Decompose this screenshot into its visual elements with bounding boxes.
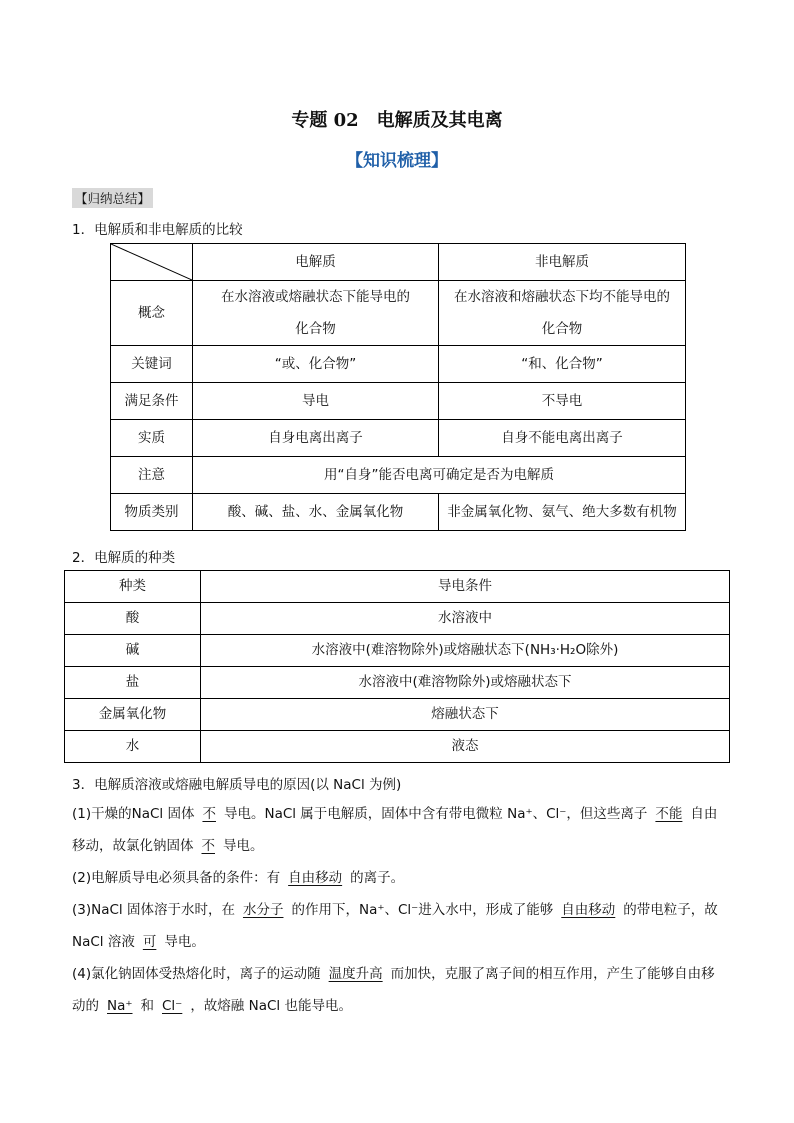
row-label: 金属氧化物	[65, 699, 201, 731]
table-cell: 液态	[201, 731, 730, 763]
table-cell: 在水溶液或熔融状态下能导电的 化合物	[193, 281, 439, 346]
table-cell: 非金属氧化物、氨气、绝大多数有机物	[439, 494, 686, 531]
row-label: 物质类别	[111, 494, 193, 531]
table-cell: 不导电	[439, 383, 686, 420]
paragraph-1: (1)干燥的NaCl 固体 不 导电。NaCl 属于电解质，固体中含有带电微粒 Na⁺、Cl⁻，但这些离子 不能 自由移动，故氯化钠固体 不 导电。	[72, 806, 718, 854]
heading-1: 1．电解质和非电解质的比较	[72, 222, 243, 238]
answer-blank: 不能	[655, 806, 683, 822]
diagonal-header-cell	[111, 244, 193, 281]
table-cell: “和、化合物”	[439, 346, 686, 383]
merged-cell: 用“自身”能否电离可确定是否为电解质	[193, 457, 686, 494]
header-electrolyte: 电解质	[193, 244, 439, 281]
row-label: 水	[65, 731, 201, 763]
answer-blank: 不	[201, 838, 215, 854]
row-label: 实质	[111, 420, 193, 457]
table-cell: 在水溶液和熔融状态下均不能导电的 化合物	[439, 281, 686, 346]
electrolyte-types-table	[64, 570, 730, 763]
header-condition: 导电条件	[201, 571, 730, 603]
answer-blank: 水分子	[242, 902, 284, 918]
paragraph-4: (4)氯化钠固体受热熔化时，离子的运动随 温度升高 而加快，克服了离子间的相互作用，产生了能够自由移动的 Na⁺ 和 Cl⁻ ，故熔融 NaCl 也能导电。	[72, 966, 715, 1014]
paragraph-2: (2)电解质导电必须具备的条件：有 自由移动 的离子。	[72, 870, 405, 886]
row-label: 满足条件	[111, 383, 193, 420]
answer-blank: 自由移动	[561, 902, 616, 918]
answer-blank: Cl⁻	[162, 998, 183, 1014]
paragraph-3: (3)NaCl 固体溶于水时，在 水分子 的作用下，Na⁺、Cl⁻进入水中，形成了能够 自由移动 的带电粒子，故 NaCl 溶液 可 导电。	[72, 902, 718, 950]
table-cell: 水溶液中(难溶物除外)或熔融状态下(NH₃·H₂O除外)	[201, 635, 730, 667]
comparison-table	[110, 243, 686, 531]
row-label: 关键词	[111, 346, 193, 383]
table-cell: 酸、碱、盐、水、金属氧化物	[193, 494, 439, 531]
header-type: 种类	[65, 571, 201, 603]
answer-blank: 自由移动	[288, 870, 343, 886]
answer-blank: Na⁺	[107, 998, 133, 1014]
heading-2: 2．电解质的种类	[72, 550, 176, 566]
row-label: 概念	[111, 281, 193, 346]
row-label: 酸	[65, 603, 201, 635]
table-cell: 熔融状态下	[201, 699, 730, 731]
table-cell: 水溶液中(难溶物除外)或熔融状态下	[201, 667, 730, 699]
table-cell: 导电	[193, 383, 439, 420]
summary-tag: 【归纳总结】	[72, 188, 153, 208]
row-label: 碱	[65, 635, 201, 667]
heading-3: 3．电解质溶液或熔融电解质导电的原因(以 NaCl 为例)	[72, 777, 402, 793]
table-cell: 自身不能电离出离子	[439, 420, 686, 457]
page-title: 专题 02 电解质及其电离	[291, 110, 503, 131]
table-cell: “或、化合物”	[193, 346, 439, 383]
answer-blank: 可	[142, 934, 157, 950]
table-cell: 水溶液中	[201, 603, 730, 635]
answer-blank: 温度升高	[328, 966, 383, 982]
answer-blank: 不	[202, 806, 216, 822]
row-label: 注意	[111, 457, 193, 494]
row-label: 盐	[65, 667, 201, 699]
header-nonelectrolyte: 非电解质	[439, 244, 686, 281]
table-cell: 自身电离出离子	[193, 420, 439, 457]
section-subtitle: 【知识梳理】	[346, 151, 448, 171]
